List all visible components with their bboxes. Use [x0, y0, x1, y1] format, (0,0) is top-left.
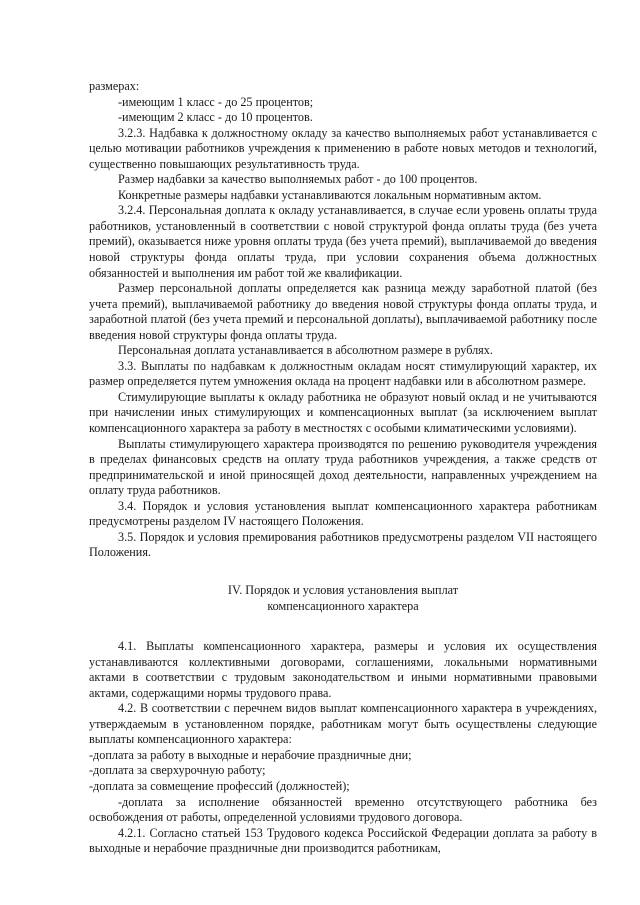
paragraph: -имеющим 1 класс - до 25 процентов;	[118, 94, 314, 109]
paragraph: Персональная доплата устанавливается в абсолютном размере в рублях.	[118, 343, 493, 358]
section-3-continued	[89, 79, 597, 561]
paragraph: -доплата за сверхурочную работу;	[89, 763, 266, 778]
section-heading-line-2: компенсационного характера	[267, 598, 419, 613]
paragraph: Размер персональной доплаты определяется как разница между заработной платой (без учета премий), выплачиваемой работнику до введения новой структуры фонда оплаты труда, и заработной платой (без учета премий и персональной доплаты), выплачиваемой работнику после введения новой структуры фонда оплаты труда.	[89, 281, 597, 342]
paragraph: 3.2.4. Персональная доплата к окладу устанавливается, в случае если уровень оплаты труда работников, установленный в соответствии с новой структурой фонда оплаты труда (без учета премий), оказывается ниже уровня оплаты труда (без учета премий), выплачиваемой до введения новой структуры фонда оплаты труда, при условии сохранения объема должностных обязанностей и выполнения им работ той же квалификации.	[89, 203, 597, 280]
paragraph: Конкретные размеры надбавки устанавливаются локальным нормативным актом.	[118, 187, 542, 202]
paragraph: -доплата за работу в выходные и нерабочие праздничные дни;	[89, 747, 412, 762]
paragraph: 3.5. Порядок и условия премирования работников предусмотрены разделом VII настоящего Положения.	[89, 529, 597, 560]
paragraph: 3.3. Выплаты по надбавкам к должностным окладам носят стимулирующий характер, их размер определяется путем умножения оклада на процент надбавки или в абсолютном размере.	[89, 358, 597, 389]
paragraph: Выплаты стимулирующего характера производятся по решению руководителя учреждения в пределах финансовых средств на оплату труда работников учреждения, а также средств от предпринимательской и иной приносящей доход деятельности, направленных учреждением на оплату труда работников.	[89, 436, 597, 498]
document-body	[89, 79, 597, 857]
paragraph: 4.1. Выплаты компенсационного характера, размеры и условия их осуществления устанавливаются коллективными договорами, соглашениями, локальными нормативными актами в соответствии с трудовым законодательством и иными нормативными правовыми актами, содержащими нормы трудового права.	[89, 639, 597, 700]
paragraph: 3.4. Порядок и условия установления выплат компенсационного характера работникам предусмотрены разделом IV настоящего Положения.	[89, 498, 597, 529]
paragraph: 4.2.1. Согласно статьей 153 Трудового кодекса Российской Федерации доплата за работу в выходные и нерабочие праздничные дни производится работникам,	[89, 825, 597, 856]
paragraph: 3.2.3. Надбавка к должностному окладу за качество выполняемых работ устанавливается с целью мотивации работников учреждения к применению в работе новых методов и технологий, существенно повышающих результативность труда.	[89, 125, 597, 171]
paragraph: -имеющим 2 класс - до 10 процентов.	[118, 110, 313, 125]
paragraph: Размер надбавки за качество выполняемых работ - до 100 процентов.	[118, 172, 478, 187]
paragraph: -доплата за исполнение обязанностей временно отсутствующего работника без освобождения от работы, определенной условиями трудового договора.	[89, 794, 597, 825]
paragraph: Стимулирующие выплаты к окладу работника не образуют новый оклад и не учитываются при начислении иных стимулирующих и компенсационных выплат (за исключением выплат компенсационного характера за работу в местностях с особыми климатическими условиями).	[89, 389, 597, 436]
section-4-body	[89, 639, 597, 857]
paragraph: размерах:	[89, 79, 140, 93]
paragraph: 4.2. В соответствии с перечнем видов выплат компенсационного характера в учреждениях, утверждаемым в установленном порядке, работникам могут быть осуществлены следующие выплаты компенсационного характера:	[89, 701, 597, 747]
section-heading-line-1: IV. Порядок и условия установления выплат	[227, 582, 459, 597]
paragraph: -доплата за совмещение профессий (должностей);	[89, 778, 350, 793]
